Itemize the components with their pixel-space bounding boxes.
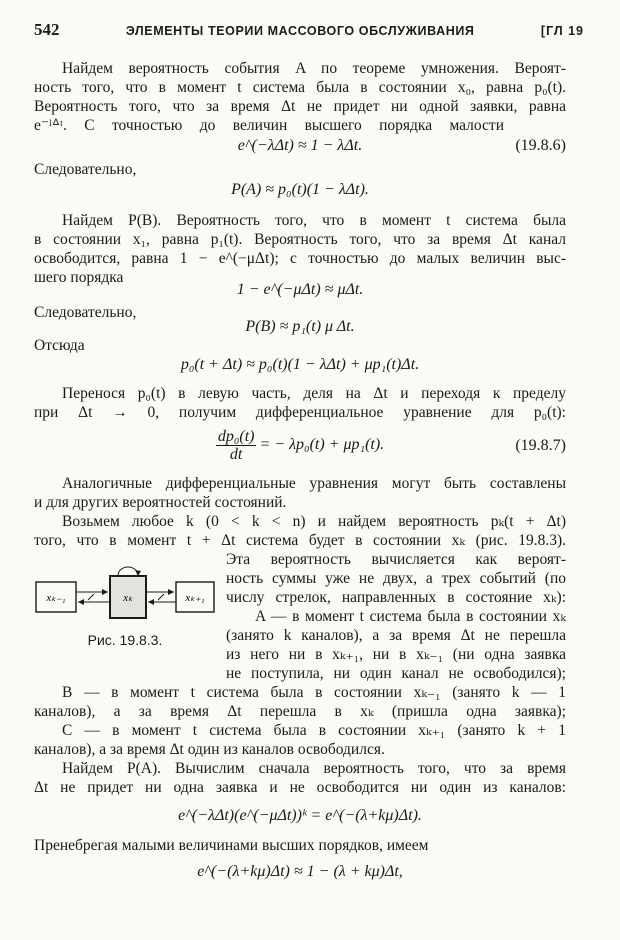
text-line: при Δt → 0, получим дифференциальное уравнение для p₀(t):: [34, 404, 566, 421]
text-line: освободится, равна 1 − e^(−μΔt); с точностью до малых величин выс-: [34, 250, 566, 267]
state-label-center: xₖ: [123, 592, 133, 604]
text-line: Найдем P(A). Вычислим сначала вероятность того, что за время: [62, 760, 566, 777]
text-line: Вероятность того, что за время Δt не придет ни одной заявки, равна: [34, 98, 566, 115]
text-line: числу стрелок, направленных в состояние xₖ):: [226, 589, 566, 606]
tick-mark: [158, 594, 164, 600]
formula: e^(−λΔt)(e^(−μΔt))ᵏ = e^(−(λ+kμ)Δt).: [178, 807, 422, 824]
text-line: в состоянии x₁, равна p₁(t). Вероятность того, что за время Δt канал: [34, 231, 566, 248]
text-line: Следовательно,: [34, 304, 137, 321]
equation-number: (19.8.7): [515, 437, 566, 454]
page-number: 542: [34, 20, 60, 39]
text-line: (занято k каналов), а за время Δt не перешла: [226, 627, 566, 644]
text-line: Следовательно,: [34, 161, 137, 178]
chapter-label: [ГЛ 19: [540, 24, 584, 38]
arrow-head: [102, 589, 108, 595]
text-line: каналов), а за время Δt один из каналов освободился.: [34, 741, 385, 758]
text-line: Эта вероятность вычисляется как вероят-: [226, 551, 566, 568]
text-line: Возьмем любое k (0 < k < n) и найдем вероятность pₖ(t + Δt): [62, 513, 566, 530]
state-diagram-graphic: [34, 566, 216, 626]
text-line: каналов), а за время Δt перешла в xₖ (пришла одна заявка);: [34, 703, 566, 720]
text-line: Отсюда: [34, 337, 85, 354]
page-header: [34, 20, 584, 40]
arrow-head: [78, 599, 84, 605]
formula: 1 − e^(−μΔt) ≈ μΔt.: [236, 281, 364, 298]
state-label-right: xₖ₊₁: [185, 592, 205, 604]
formula: p₀(t + Δt) ≈ p₀(t)(1 − λΔt) + μp₁(t)Δt.: [180, 356, 420, 373]
figure-caption: Рис. 19.8.3.: [87, 632, 163, 648]
text-line: C — в момент t система была в состоянии xₖ₊₁ (занято k + 1: [62, 722, 566, 739]
text-line: Δt не придет ни одна заявка и не освободится ни один из каналов:: [34, 779, 566, 796]
text-line: Пренебрегая малыми величинами высших порядков, имеем: [34, 837, 429, 854]
formula: P(A) ≈ p₀(t)(1 − λΔt).: [231, 181, 369, 198]
text-line: Найдем P(B). Вероятность того, что в момент t система была: [62, 212, 566, 229]
state-label-left: xₖ₋₁: [46, 592, 66, 604]
tick-mark: [88, 594, 94, 600]
equation-number: (19.8.6): [515, 137, 566, 154]
running-title: ЭЛЕМЕНТЫ ТЕОРИИ МАССОВОГО ОБСЛУЖИВАНИЯ: [125, 24, 475, 38]
state-diagram: [34, 566, 216, 626]
text-line: и для других вероятностей состояний.: [34, 494, 287, 511]
formula: e^(−(λ+kμ)Δt) ≈ 1 − (λ + kμ)Δt,: [197, 863, 403, 880]
text-line: Перенося p₀(t) в левую часть, деля на Δt и переходя к пределу: [62, 385, 566, 402]
formula-rhs: = − λp₀(t) + μp₁(t).: [259, 436, 385, 454]
arrow-head: [168, 589, 174, 595]
text-line: шего порядка: [34, 269, 124, 286]
text-line: A — в момент t система была в состоянии xₖ: [255, 608, 566, 625]
formula-derivative: [34, 428, 566, 464]
text-line: из него ни в xₖ₊₁, ни в xₖ₋₁ (ни одна заявка: [226, 646, 566, 663]
text-line: Аналогичные дифференциальные уравнения могут быть составлены: [62, 475, 566, 492]
formula: P(B) ≈ p₁(t) μ Δt.: [245, 318, 355, 335]
fraction: [216, 428, 257, 463]
self-loop: [118, 567, 138, 576]
text-line: того, что в момент t + Δt система будет в состоянии xₖ (рис. 19.8.3).: [34, 532, 566, 549]
fraction-numerator: dp₀(t): [217, 428, 255, 445]
text-line: B — в момент t система была в состоянии xₖ₋₁ (занято k — 1: [62, 684, 566, 701]
text-line: Найдем вероятность события A по теореме умножения. Вероят-: [62, 60, 566, 77]
text-line: ность суммы уже не двух, а трех событий (по: [226, 570, 566, 587]
text-line: не поступила, ни один канал не освободился);: [226, 665, 566, 682]
text-line: ность того, что в момент t система была в состоянии x₀, равна p₀(t).: [34, 79, 566, 96]
text-line: e⁻ˡᐞᵗ. С точностью до величин высшего порядка малости: [34, 117, 504, 134]
arrow-head: [148, 599, 154, 605]
formula: e^(−λΔt) ≈ 1 − λΔt.: [237, 137, 363, 154]
fraction-denominator: dt: [229, 446, 243, 463]
